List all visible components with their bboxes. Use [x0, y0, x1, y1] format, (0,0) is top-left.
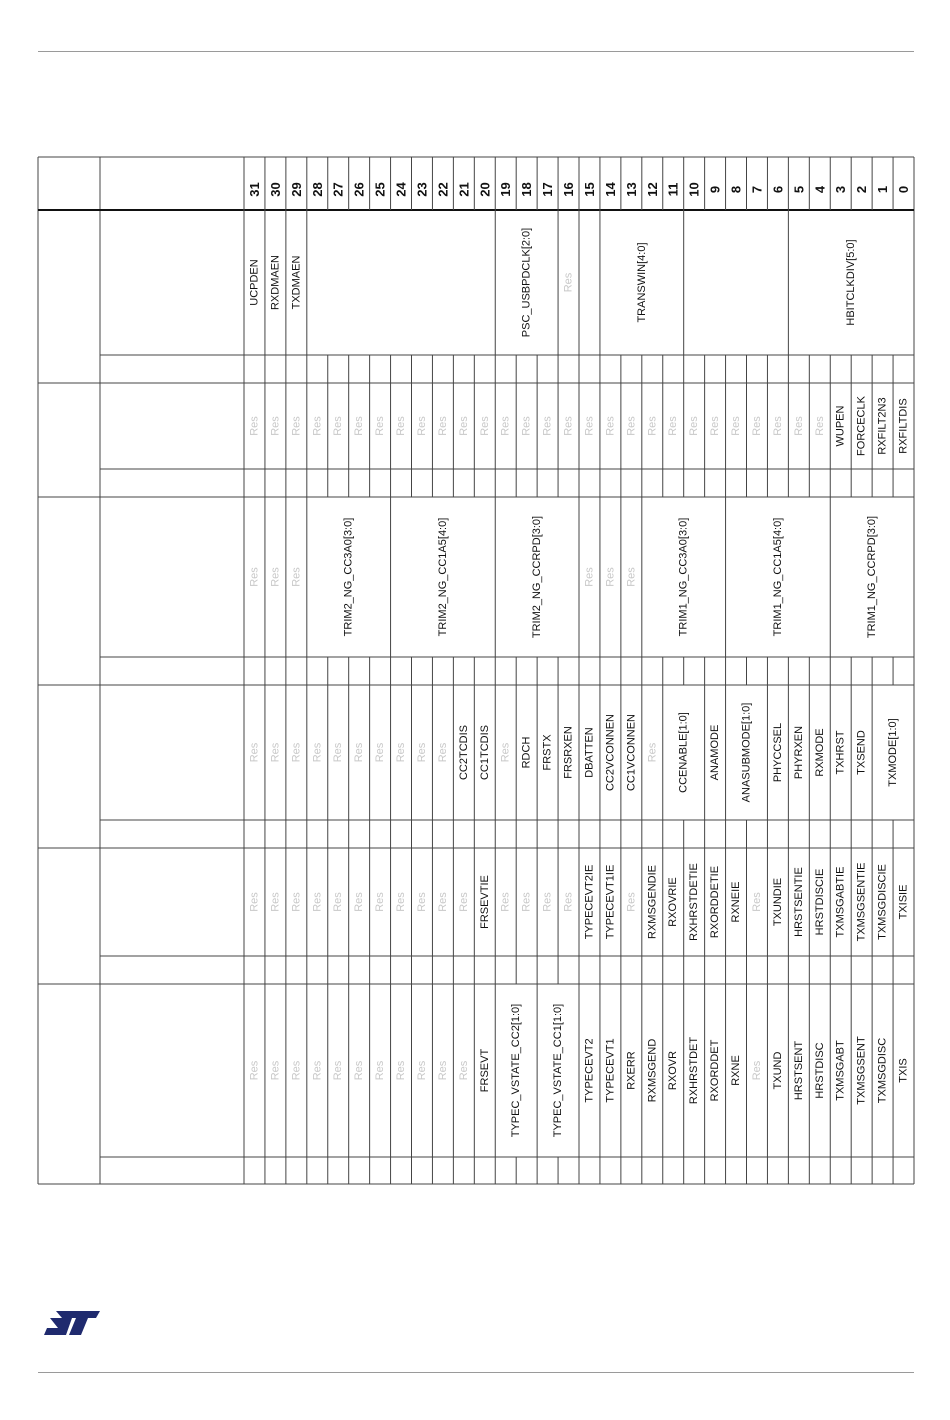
reserved-field: Res	[269, 892, 282, 912]
reserved-field: Res	[709, 416, 722, 436]
register-field: PHYCCSEL	[771, 722, 784, 783]
reserved-field: Res	[248, 1060, 261, 1081]
reserved-field: Res	[311, 416, 324, 436]
reserved-field: Res	[750, 416, 763, 436]
register-field: TYPEC_VSTATE_CC1[1:0]	[552, 1003, 565, 1138]
register-field: WUPEN	[834, 405, 847, 447]
register-field: RXMSGENDIE	[646, 865, 659, 939]
register-field: RXHRSTDET	[688, 1036, 701, 1105]
reserved-field: Res	[332, 742, 345, 763]
bit-number: 25	[372, 182, 388, 197]
register-field: TYPECEVT2	[583, 1038, 596, 1103]
reserved-field: Res	[792, 416, 805, 436]
reserved-field: Res	[436, 416, 449, 436]
register-field: RXERR	[625, 1051, 638, 1090]
bottom-rule	[38, 1372, 914, 1373]
register-field: RXFILTDIS	[897, 398, 910, 454]
reserved-field: Res	[415, 1060, 428, 1081]
bit-number: 4	[812, 185, 828, 194]
reserved-field: Res	[771, 416, 784, 436]
register-field: RDCH	[520, 736, 533, 769]
reserved-field: Res	[395, 892, 408, 912]
reserved-field: Res	[415, 416, 428, 436]
register-field: TXMSGABTIE	[834, 866, 847, 938]
reserved-field: Res	[646, 742, 659, 763]
bit-number: 14	[602, 182, 618, 197]
bit-number: 1	[875, 185, 891, 194]
register-field: TXDMAEN	[290, 255, 303, 310]
bit-number: 10	[686, 182, 702, 197]
register-field: HRSTDISCIE	[813, 868, 826, 936]
reserved-field: Res	[436, 1060, 449, 1081]
bit-number: 31	[246, 182, 262, 197]
reserved-field: Res	[562, 272, 575, 293]
reserved-field: Res	[353, 1060, 366, 1081]
reserved-field: Res	[269, 742, 282, 763]
bit-number: 17	[540, 182, 556, 197]
reserved-field: Res	[248, 742, 261, 763]
reserved-field: Res	[290, 1060, 303, 1081]
bit-number: 0	[896, 185, 912, 194]
register-field: TRIM1_NG_CCRPD[3:0]	[866, 515, 879, 639]
reserved-field: Res	[730, 416, 743, 436]
register-field: TXMODE[1:0]	[887, 718, 900, 787]
reserved-field: Res	[541, 416, 554, 436]
reserved-field: Res	[750, 1060, 763, 1081]
register-field: CC2VCONNEN	[604, 713, 617, 792]
reserved-field: Res	[248, 416, 261, 436]
register-field: HRSTSENT	[792, 1040, 805, 1101]
bit-number: 8	[728, 185, 744, 194]
bit-number: 6	[770, 185, 786, 194]
reserved-field: Res	[562, 416, 575, 436]
register-field: ANAMODE	[709, 724, 722, 781]
reserved-field: Res	[395, 742, 408, 763]
bit-number: 16	[561, 182, 577, 197]
register-field: DBATTEN	[583, 727, 596, 778]
register-field: TXHRST	[834, 730, 847, 775]
reserved-field: Res	[520, 892, 533, 912]
register-field: TYPECEVT2IE	[583, 864, 596, 940]
reserved-field: Res	[625, 416, 638, 436]
reserved-field: Res	[415, 742, 428, 763]
register-field: TXMSGDISCIE	[876, 864, 889, 940]
register-field: RXMSGEND	[646, 1038, 659, 1103]
register-field: RXNEIE	[730, 881, 743, 923]
st-logo	[44, 1309, 102, 1342]
reserved-field: Res	[625, 567, 638, 587]
reserved-field: Res	[332, 1060, 345, 1081]
reserved-field: Res	[332, 892, 345, 912]
reserved-field: Res	[374, 742, 387, 763]
reserved-field: Res	[353, 416, 366, 436]
bit-number: 19	[498, 182, 514, 197]
register-field: TXIS	[897, 1058, 910, 1083]
register-field: FRSEVT	[478, 1048, 491, 1093]
bit-number: 29	[288, 182, 304, 197]
reserved-field: Res	[290, 742, 303, 763]
register-field: CCENABLE[1:0]	[677, 712, 690, 793]
register-field: RXMODE	[813, 728, 826, 777]
bit-number: 5	[791, 185, 807, 194]
register-field: FRSRXEN	[562, 726, 575, 779]
register-field: CC1TCDIS	[478, 724, 491, 781]
reserved-field: Res	[750, 892, 763, 912]
bit-number: 15	[581, 182, 597, 197]
reserved-field: Res	[311, 892, 324, 912]
register-field: RXOVR	[667, 1050, 680, 1091]
register-field: TXISIE	[897, 884, 910, 920]
reserved-field: Res	[248, 892, 261, 912]
register-field: RXDMAEN	[269, 254, 282, 311]
reserved-field: Res	[374, 892, 387, 912]
register-field: UCPDEN	[248, 259, 261, 306]
reserved-field: Res	[248, 567, 261, 587]
register-field: RXHRSTDETIE	[688, 863, 701, 941]
register-field: ANASUBMODE[1:0]	[740, 702, 753, 803]
reserved-field: Res	[625, 892, 638, 912]
bit-number: 7	[749, 185, 765, 194]
reserved-field: Res	[520, 416, 533, 436]
reserved-field: Res	[269, 567, 282, 587]
reserved-field: Res	[646, 416, 659, 436]
register-field: CC1VCONNEN	[625, 713, 638, 792]
register-field: TRIM1_NG_CC1A5[4:0]	[771, 517, 784, 637]
bit-number: 9	[707, 185, 723, 194]
register-field: TXUNDIE	[771, 877, 784, 927]
reserved-field: Res	[290, 892, 303, 912]
register-field: TXMSGABT	[834, 1040, 847, 1101]
reserved-field: Res	[436, 892, 449, 912]
register-field: TXUND	[771, 1051, 784, 1090]
register-field: TRIM2_NG_CC1A5[4:0]	[436, 517, 449, 637]
reserved-field: Res	[667, 416, 680, 436]
bit-number: 13	[623, 182, 639, 197]
register-field: CC2TCDIS	[457, 724, 470, 781]
bit-number: 20	[477, 182, 493, 197]
bit-number: 27	[330, 182, 346, 197]
register-field: TXSEND	[855, 730, 868, 775]
reserved-field: Res	[374, 1060, 387, 1081]
reserved-field: Res	[604, 567, 617, 587]
reserved-field: Res	[457, 416, 470, 436]
register-field: TRIM1_NG_CC3A0[3:0]	[677, 517, 690, 637]
register-field: HRSTDISC	[813, 1042, 826, 1099]
bit-number: 23	[414, 182, 430, 197]
register-field: TYPEC_VSTATE_CC2[1:0]	[510, 1003, 523, 1138]
bit-number: 26	[351, 182, 367, 197]
reserved-field: Res	[395, 1060, 408, 1081]
reserved-field: Res	[311, 742, 324, 763]
reserved-field: Res	[290, 416, 303, 436]
bit-number: 21	[456, 182, 472, 197]
reserved-field: Res	[478, 416, 491, 436]
register-field: RXNE	[730, 1055, 743, 1086]
reserved-field: Res	[332, 416, 345, 436]
register-field: TXMSGSENT	[855, 1036, 868, 1105]
reserved-field: Res	[583, 416, 596, 436]
reserved-field: Res	[395, 416, 408, 436]
register-field: TYPECEVT1IE	[604, 864, 617, 940]
reserved-field: Res	[499, 742, 512, 763]
reserved-field: Res	[290, 567, 303, 587]
register-field: TRIM2_NG_CC3A0[3:0]	[342, 517, 355, 637]
reserved-field: Res	[353, 892, 366, 912]
bit-number: 22	[435, 182, 451, 197]
register-field: FRSEVTIE	[478, 875, 491, 929]
bit-number: 12	[644, 182, 660, 197]
bit-number: 11	[665, 182, 681, 197]
register-field: TRIM2_NG_CCRPD[3:0]	[531, 515, 544, 639]
reserved-field: Res	[353, 742, 366, 763]
reserved-field: Res	[457, 1060, 470, 1081]
reserved-field: Res	[457, 892, 470, 912]
register-field: RXORDDET	[709, 1039, 722, 1102]
register-field: TRANSWIN[4:0]	[635, 242, 648, 323]
reserved-field: Res	[436, 742, 449, 763]
register-field: TXMSGDISC	[876, 1037, 889, 1104]
bit-number: 24	[393, 182, 409, 197]
reserved-field: Res	[604, 416, 617, 436]
bit-number: 2	[854, 185, 870, 194]
register-field: TXMSGSENTIE	[855, 862, 868, 942]
reserved-field: Res	[269, 416, 282, 436]
reserved-field: Res	[583, 567, 596, 587]
reserved-field: Res	[499, 416, 512, 436]
reserved-field: Res	[311, 1060, 324, 1081]
register-field: FORCECLK	[855, 396, 868, 456]
reserved-field: Res	[499, 892, 512, 912]
register-field: HBITCLKDIV[5:0]	[845, 239, 858, 326]
register-field: FRSTX	[541, 734, 554, 771]
reserved-field: Res	[374, 416, 387, 436]
register-field: HRSTSENTIE	[792, 867, 805, 937]
bit-number: 18	[519, 182, 535, 197]
bit-number: 30	[267, 182, 283, 197]
register-field: RXORDDETIE	[709, 865, 722, 939]
reserved-field: Res	[562, 892, 575, 912]
register-field: PSC_USBPDCLK[2:0]	[520, 227, 533, 338]
reserved-field: Res	[269, 1060, 282, 1081]
register-field: TYPECEVT1	[604, 1038, 617, 1103]
reserved-field: Res	[541, 892, 554, 912]
reserved-field: Res	[415, 892, 428, 912]
reserved-field: Res	[688, 416, 701, 436]
register-field: RXOVRIE	[667, 877, 680, 927]
reserved-field: Res	[813, 416, 826, 436]
register-field: RXFILT2N3	[876, 397, 889, 455]
register-field: PHYRXEN	[792, 725, 805, 780]
bit-number: 3	[833, 185, 849, 194]
bit-number: 28	[309, 182, 325, 197]
